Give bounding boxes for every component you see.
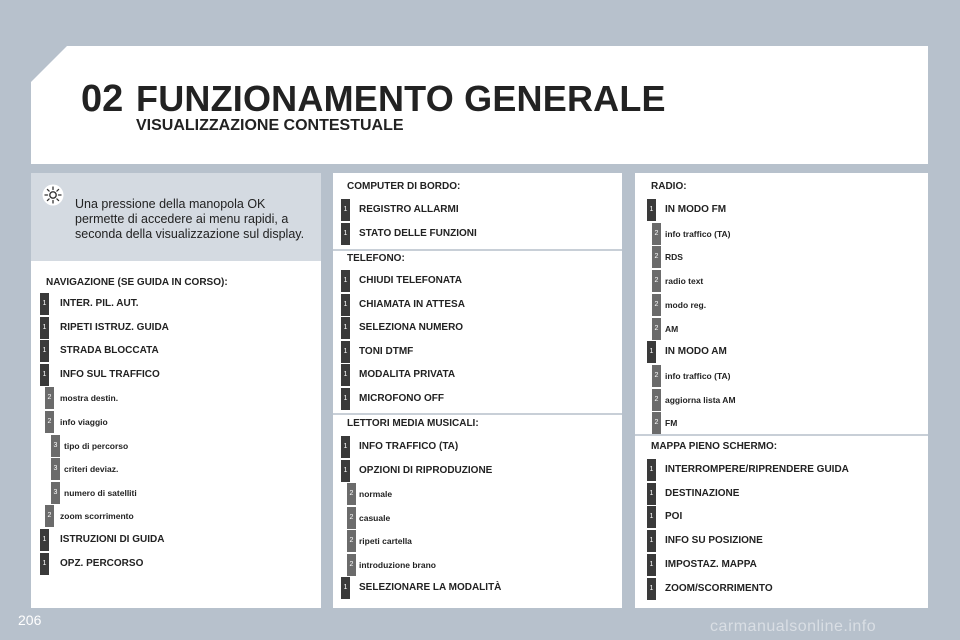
level-badge: 1 [341,341,350,363]
level-badge: 2 [652,318,661,340]
section-divider [635,434,928,436]
level-badge: 1 [341,436,350,458]
menu-item-label: ZOOM/SCORRIMENTO [665,582,773,594]
menu-item-label: introduzione brano [359,559,436,570]
level-badge: 3 [51,482,60,504]
menu-item[interactable] [31,340,321,362]
level-badge: 1 [341,294,350,316]
menu-item-label: IN MODO FM [665,204,727,215]
menu-item[interactable] [635,530,928,552]
computer-heading: COMPUTER DI BORDO: [347,181,461,192]
menu-item-label: info viaggio [60,417,108,427]
level-badge: 1 [341,199,350,221]
menu-item-label: info traffico (TA) [665,370,731,381]
level-badge: 2 [347,483,356,505]
section-divider [333,413,622,415]
level-badge: 2 [45,387,54,409]
section-divider [333,249,622,251]
level-badge: 1 [40,364,49,386]
menu-item[interactable] [31,387,321,409]
menu-item[interactable] [635,270,928,292]
level-badge: 2 [652,294,661,316]
menu-item[interactable] [635,459,928,481]
page-title: FUNZIONAMENTO GENERALE [136,78,666,119]
menu-item-label: SELEZIONARE LA MODALITÀ [359,582,502,593]
menu-item[interactable] [31,435,321,457]
level-badge: 1 [40,340,49,362]
menu-item-label: aggiorna lista AM [665,394,736,405]
menu-item[interactable] [635,483,928,505]
menu-item[interactable] [31,553,321,575]
menu-item[interactable] [333,294,622,316]
radio-heading: RADIO: [651,181,687,192]
menu-item[interactable] [635,246,928,268]
menu-item[interactable] [333,341,622,363]
sun-icon [42,184,64,206]
menu-item[interactable] [333,554,622,576]
menu-item-label: tipo di percorso [64,440,129,451]
menu-item-label: INFO SUL TRAFFICO [60,368,160,380]
menu-item-label: IN MODO AM [665,346,727,358]
menu-item-label: CHIAMATA IN ATTESA [359,298,465,310]
level-badge: 2 [652,389,661,411]
menu-item-label: radio text [665,276,704,287]
level-badge: 1 [40,553,49,575]
menu-item[interactable] [333,577,622,599]
menu-item[interactable] [333,483,622,505]
menu-item-label: AM [665,323,679,334]
menu-item[interactable] [31,293,321,315]
level-badge: 1 [40,293,49,315]
level-badge: 1 [341,577,350,599]
menu-item-label: numero di satelliti [64,487,137,498]
level-badge: 1 [647,554,656,576]
menu-item[interactable] [31,364,321,386]
menu-item[interactable] [333,364,622,386]
chapter-number: 02 [81,78,124,120]
menu-item[interactable] [333,223,622,245]
menu-item-label: MICROFONO OFF [359,393,444,404]
menu-item-label: RIPETI ISTRUZ. GUIDA [60,321,169,333]
level-badge: 2 [45,411,54,433]
menu-item[interactable] [31,529,321,551]
navigation-heading: NAVIGAZIONE (SE GUIDA IN CORSO): [46,277,228,288]
menu-item[interactable] [333,507,622,529]
menu-item[interactable] [31,411,321,433]
level-badge: 1 [341,460,350,482]
menu-item-label: FM [665,418,678,429]
menu-item-label: zoom scorrimento [60,511,134,522]
menu-item[interactable] [635,506,928,528]
level-badge: 1 [40,317,49,339]
menu-item-label: CHIUDI TELEFONATA [359,275,462,286]
menu-item-label: REGISTRO ALLARMI [359,204,459,215]
menu-item-label: POI [665,511,683,523]
menu-item-label: ripeti cartella [359,536,412,546]
menu-item[interactable] [635,223,928,245]
tip-box [31,173,321,261]
level-badge: 1 [647,578,656,600]
menu-item[interactable] [333,436,622,458]
menu-item-label: RDS [665,252,683,263]
menu-item-label: DESTINAZIONE [665,487,740,499]
level-badge: 2 [652,270,661,292]
menu-item-label: INFO TRAFFICO (TA) [359,441,459,452]
menu-item-label: criteri deviaz. [64,464,119,475]
level-badge: 1 [341,364,350,386]
menu-item-label: INFO SU POSIZIONE [665,535,763,547]
level-badge: 2 [45,505,54,527]
menu-item[interactable] [333,388,622,410]
level-badge: 3 [51,435,60,457]
menu-item-label: ISTRUZIONI DI GUIDA [60,534,165,545]
menu-item-label: SELEZIONA NUMERO [359,322,464,334]
menu-item-label: normale [359,489,393,499]
menu-item[interactable] [635,341,928,363]
menu-item[interactable] [31,505,321,527]
menu-item[interactable] [333,270,622,292]
menu-item-label: mostra destin. [60,393,119,404]
menu-item[interactable] [31,317,321,339]
menu-item-label: TONI DTMF [359,345,414,357]
menu-item-label: modo reg. [665,299,707,310]
level-badge: 1 [647,530,656,552]
tip-text: Una pressione della manopola OK permette di accedere ai menu rapidi, a seconda della visualizzazione sul display. [75,197,305,241]
level-badge: 2 [652,365,661,387]
menu-item-label: MODALITA PRIVATA [359,369,456,381]
menu-item-label: info traffico (TA) [665,228,731,239]
level-badge: 1 [341,317,350,339]
menu-item[interactable] [635,318,928,340]
media-heading: LETTORI MEDIA MUSICALI: [347,418,479,429]
level-badge: 2 [347,530,356,552]
level-badge: 1 [647,459,656,481]
level-badge: 1 [341,270,350,292]
menu-item[interactable] [635,389,928,411]
menu-item[interactable] [635,412,928,434]
level-badge: 2 [652,223,661,245]
level-badge: 1 [647,483,656,505]
menu-item[interactable] [635,554,928,576]
menu-item-label: casuale [359,512,391,523]
level-badge: 2 [347,554,356,576]
menu-item-label: IMPOSTAZ. MAPPA [665,558,757,570]
menu-item[interactable] [333,199,622,221]
level-badge: 1 [647,199,656,221]
menu-item[interactable] [31,482,321,504]
menu-item[interactable] [635,294,928,316]
page-number: 206 [18,612,42,628]
level-badge: 3 [51,458,60,480]
level-badge: 1 [40,529,49,551]
menu-item[interactable] [635,578,928,600]
menu-item-label: INTERROMPERE/RIPRENDERE GUIDA [665,464,849,475]
level-badge: 2 [347,507,356,529]
menu-item[interactable] [333,460,622,482]
menu-item[interactable] [635,199,928,221]
telephone-heading: TELEFONO: [347,253,405,264]
menu-item[interactable] [635,365,928,387]
menu-item-label: STRADA BLOCCATA [60,345,159,357]
watermark: carmanualsonline.info [710,618,877,635]
map-heading: MAPPA PIENO SCHERMO: [651,441,778,452]
menu-item[interactable] [333,530,622,552]
level-badge: 1 [647,506,656,528]
navigation-column [31,173,321,608]
menu-item-label: OPZIONI DI RIPRODUZIONE [359,464,493,476]
menu-item-label: OPZ. PERCORSO [60,557,144,569]
level-badge: 2 [652,246,661,268]
menu-item[interactable] [333,317,622,339]
menu-item-label: INTER. PIL. AUT. [60,298,139,309]
menu-item[interactable] [31,458,321,480]
media-column [333,173,622,608]
page-subtitle: VISUALIZZAZIONE CONTESTUALE [136,117,404,134]
menu-item-label: STATO DELLE FUNZIONI [359,227,477,239]
level-badge: 1 [647,341,656,363]
level-badge: 1 [341,388,350,410]
radio-column [635,173,928,608]
level-badge: 2 [652,412,661,434]
level-badge: 1 [341,223,350,245]
